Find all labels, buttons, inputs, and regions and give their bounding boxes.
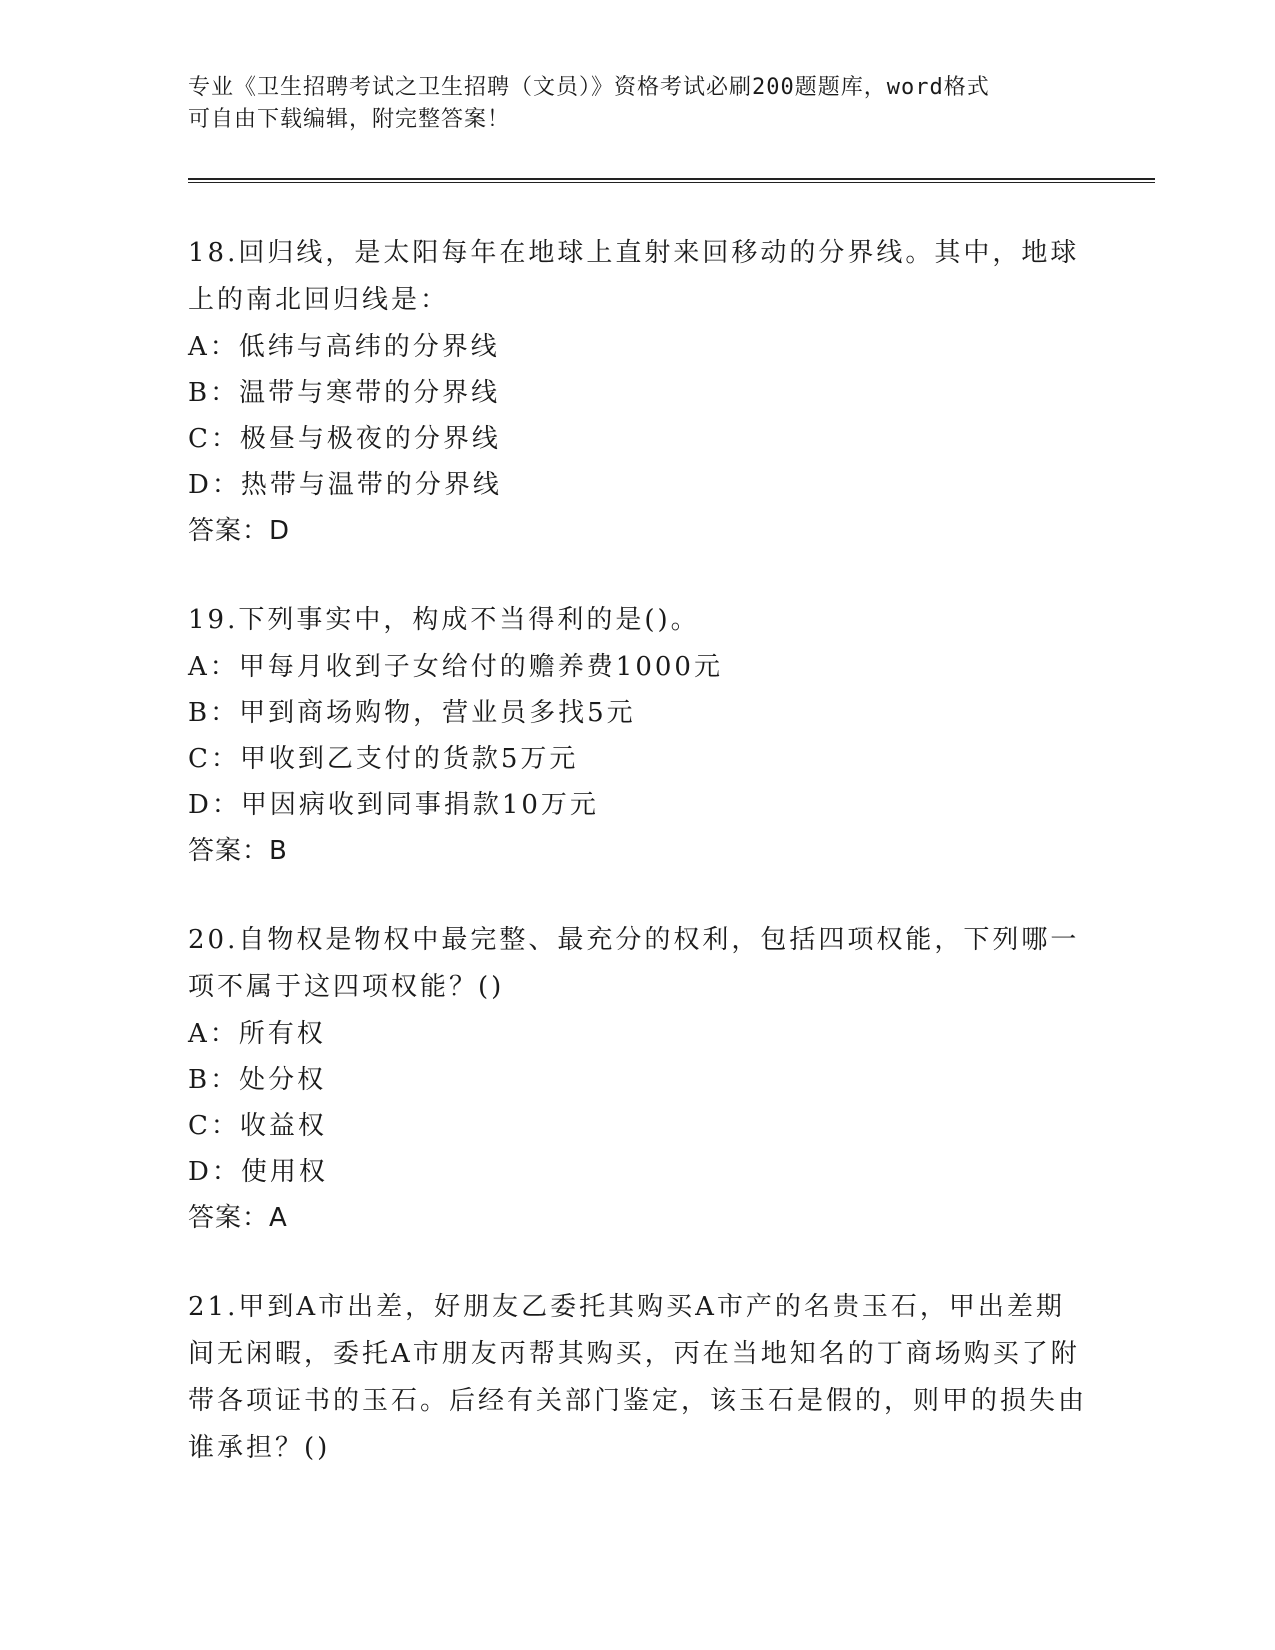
question-18 bbox=[188, 230, 1088, 554]
question-20 bbox=[188, 917, 1088, 1241]
option-d: D：热带与温带的分界线 bbox=[188, 470, 502, 500]
option-d: D：使用权 bbox=[188, 1157, 328, 1187]
page-header bbox=[188, 72, 1088, 136]
option-a: A：甲每月收到子女给付的赡养费1000元 bbox=[188, 652, 723, 682]
option-a: A：低纬与高纬的分界线 bbox=[188, 332, 500, 362]
option-c: C：收益权 bbox=[188, 1111, 327, 1141]
answer-text: 答案：B bbox=[188, 836, 288, 866]
option-a: A：所有权 bbox=[188, 1019, 326, 1049]
option-d: D：甲因病收到同事捐款10万元 bbox=[188, 790, 599, 820]
answer-text: 答案：A bbox=[188, 1203, 288, 1233]
question-21 bbox=[188, 1284, 1088, 1472]
question-stem: 19.下列事实中，构成不当得利的是()。 bbox=[188, 605, 700, 635]
option-c: C：甲收到乙支付的货款5万元 bbox=[188, 744, 579, 774]
option-c: C：极昼与极夜的分界线 bbox=[188, 424, 501, 454]
header-line-2: 可自由下载编辑，附完整答案！ bbox=[188, 107, 511, 132]
option-b: B：处分权 bbox=[188, 1065, 327, 1095]
header-divider bbox=[188, 178, 1155, 183]
header-line-1: 专业《卫生招聘考试之卫生招聘（文员）》资格考试必刷200题题库，word格式 bbox=[188, 75, 990, 100]
question-stem: 20.自物权是物权中最完整、最充分的权利，包括四项权能，下列哪一项不属于这四项权能？() bbox=[188, 925, 1080, 1002]
question-list bbox=[188, 230, 1088, 1515]
question-19 bbox=[188, 597, 1088, 874]
option-b: B：温带与寒带的分界线 bbox=[188, 378, 501, 408]
question-stem: 18.回归线，是太阳每年在地球上直射来回移动的分界线。其中，地球上的南北回归线是： bbox=[188, 238, 1080, 315]
answer-text: 答案：D bbox=[188, 516, 291, 546]
question-stem: 21.甲到A市出差，好朋友乙委托其购买A市产的名贵玉石，甲出差期间无闲暇，委托A市朋友丙帮其购买，丙在当地知名的丁商场购买了附带各项证书的玉石。后经有关部门鉴定，该玉石是假的，则甲的损失由谁承担？() bbox=[188, 1292, 1088, 1463]
option-b: B：甲到商场购物，营业员多找5元 bbox=[188, 698, 636, 728]
